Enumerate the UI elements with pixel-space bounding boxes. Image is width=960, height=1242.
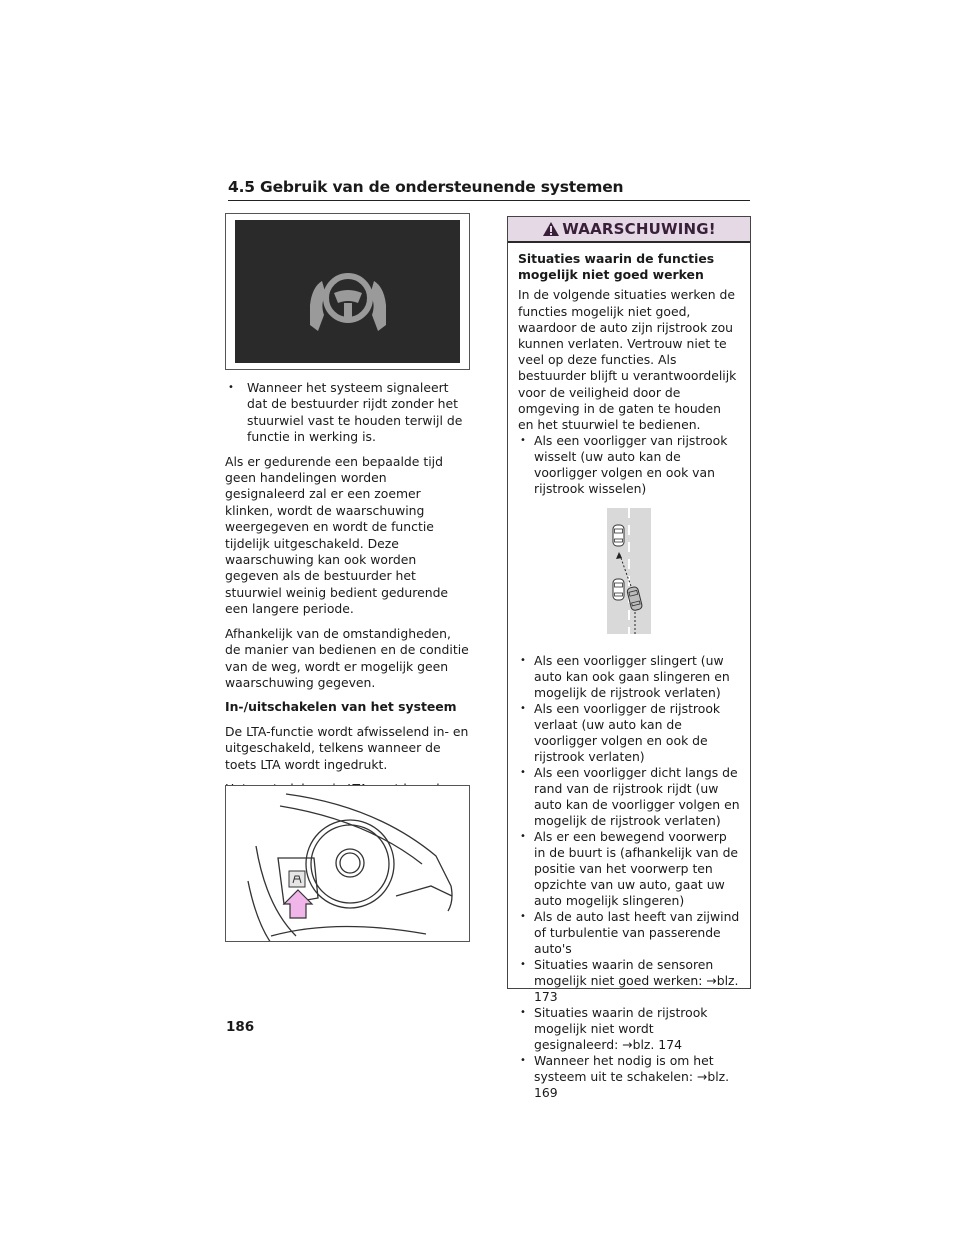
warning-subheading: Situaties waarin de functies mogelijk niet goed werken bbox=[518, 251, 715, 283]
list-item: • Als een voorligger de rijstrook verlaat (uw auto kan de voorligger volgen en ook de rijstrook verlaten) bbox=[518, 701, 740, 765]
list-item: • Situaties waarin de sensoren mogelijk niet goed werken: →blz. 173 bbox=[518, 957, 740, 1005]
warning-label: WAARSCHUWING! bbox=[562, 220, 716, 238]
paragraph: Afhankelijk van de omstandigheden, de manier van bedienen en de conditie van de weg, wordt er mogelijk geen waarschuwing gegeven. bbox=[225, 625, 469, 690]
warning-icon bbox=[542, 221, 560, 237]
list-item: • Als er een bewegend voorwerp in de buurt is (afhankelijk van de positie van het voorwerp ten opzichte van uw auto, gaat uw auto mogelijk slingeren) bbox=[518, 829, 740, 909]
paragraph: Als er gedurende een bepaalde tijd geen handelingen worden gesignaleerd zal er een zoemer klinken, wordt de waarschuwing weergegeven en wordt de functie tijdelijk uitgeschakeld. Deze waarschuwing kan ook worden gegeven als de bestuurder het stuurwiel weinig bedient gedurende een langere periode. bbox=[225, 453, 449, 617]
list-item: • Als een voorligger slingert (uw auto kan ook gaan slingeren en mogelijk de rijstrook verlaten) bbox=[518, 653, 740, 701]
page-number: 186 bbox=[226, 1019, 255, 1035]
left-column bbox=[225, 213, 470, 822]
hands-on-steering-wheel-icon bbox=[308, 265, 388, 335]
list-item: • Als een voorligger van rijstrook wisselt (uw auto kan de voorligger volgen en ook van rijstrook wisselen) bbox=[518, 433, 740, 497]
other-car-icon bbox=[613, 579, 624, 600]
header-divider bbox=[228, 200, 750, 201]
lead-car-icon bbox=[613, 525, 624, 546]
press-arrow-icon bbox=[284, 890, 312, 918]
section-header bbox=[228, 178, 750, 196]
instrument-screen bbox=[235, 220, 460, 363]
list-item: • Als de auto last heeft van zijwind of turbulentie van passerende auto's bbox=[518, 909, 740, 957]
section-title: 4.5 Gebruik van de ondersteunende systemen bbox=[228, 178, 624, 196]
lta-warning-display-figure bbox=[225, 213, 470, 370]
warning-intro: In de volgende situaties werken de functies mogelijk niet goed, waardoor de auto zijn rijstrook zou kunnen verlaten. Vertrouw niet te veel op deze functies. Als bestuurder blijft u verantwoordelijk voor de veiligheid door de omgeving in de gaten te houden en het stuurwiel te bedienen. bbox=[518, 287, 737, 433]
steering-wheel-switch-illustration bbox=[226, 786, 470, 942]
subheading: In-/uitschakelen van het systeem bbox=[225, 699, 457, 715]
warning-header bbox=[508, 217, 750, 243]
warning-box bbox=[507, 216, 751, 1101]
lane-change-figure bbox=[607, 508, 651, 634]
lta-switch-figure bbox=[225, 785, 470, 942]
lta-button-icon bbox=[289, 871, 305, 887]
lane-change-illustration bbox=[607, 508, 651, 634]
paragraph: De LTA-functie wordt afwisselend in- en uitgeschakeld, telkens wanneer de toets LTA wordt ingedrukt. bbox=[225, 723, 469, 772]
warning-body bbox=[508, 243, 750, 1101]
list-item: • Situaties waarin de rijstrook mogelijk niet wordt gesignaleerd: →blz. 174 bbox=[518, 1005, 740, 1053]
list-item: • Wanneer het nodig is om het systeem uit te schakelen: →blz. 169 bbox=[518, 1053, 740, 1101]
list-item: • Als een voorligger dicht langs de rand van de rijstrook rijdt (uw auto kan de voorligger volgen en mogelijk de rijstrook verlaten) bbox=[518, 765, 740, 829]
list-item: • Wanneer het systeem signaleert dat de bestuurder rijdt zonder het stuurwiel vast te houden terwijl de functie in werking is. bbox=[225, 380, 470, 446]
